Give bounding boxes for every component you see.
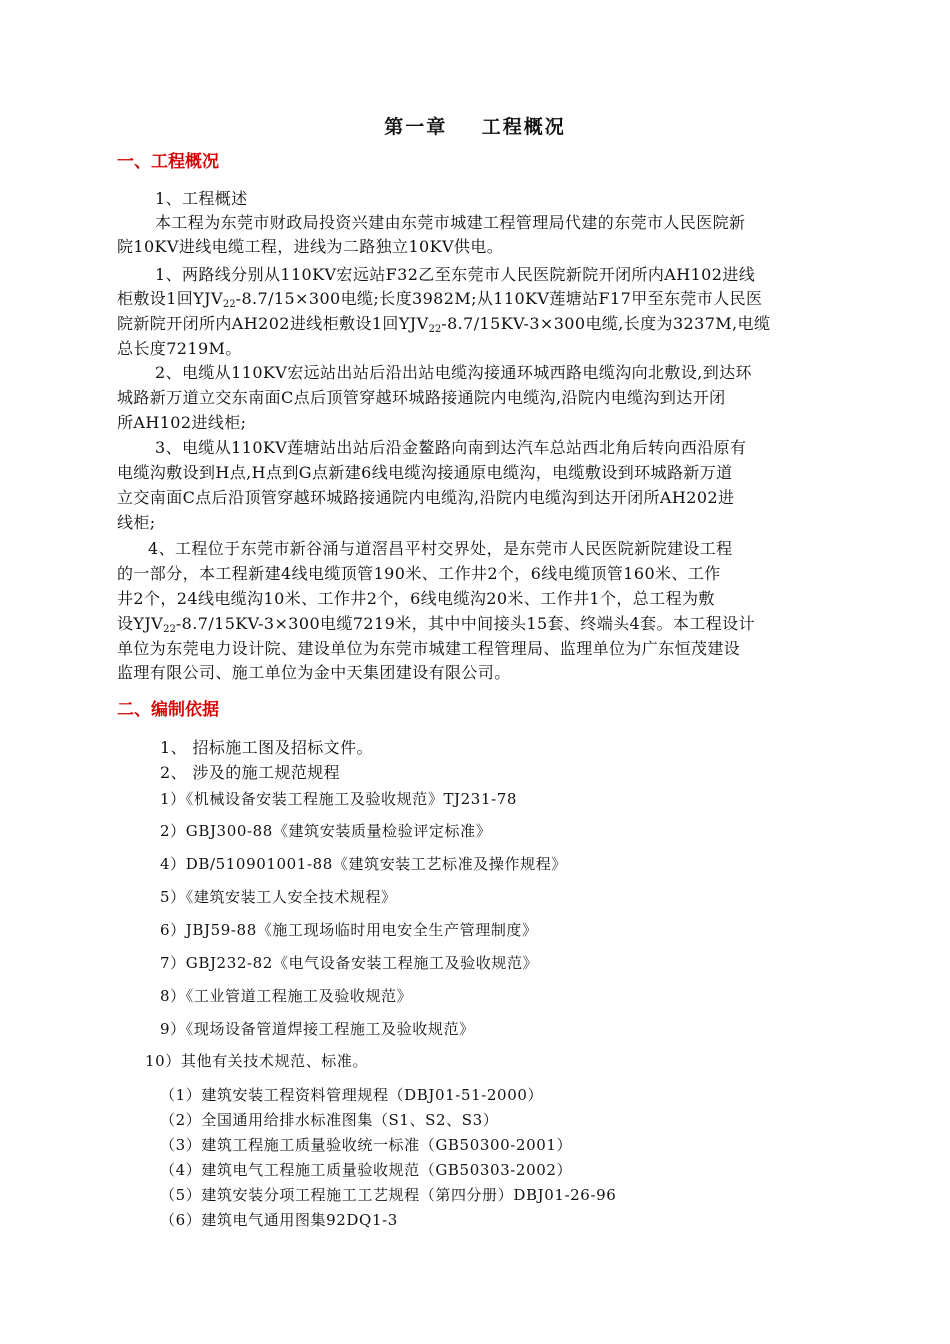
ref-9: 9）《现场设备管道焊接工程施工及验收规范》 [160, 1020, 475, 1038]
sub-ref-4: （4）建筑电气工程施工质量验收规范（GB50303-2002） [160, 1161, 573, 1179]
p2-line-1: 2、电缆从110KV宏远站出站后沿出站电缆沟接通环城西路电缆沟向北敷设,到达环 [155, 363, 752, 382]
chapter-title: 第一章 工程概况 [384, 116, 566, 138]
basis-item-1: 1、 招标施工图及招标文件。 [160, 738, 373, 757]
sub-ref-1: （1）建筑安装工程资料管理规程（DBJ01-51-2000） [160, 1086, 544, 1104]
p3-line-3: 立交南面C点后沿顶管穿越环城路接通院内电缆沟,沿院内电缆沟到达开闭所AH202进 [117, 488, 735, 507]
section-heading-basis: 二、编制依据 [117, 700, 219, 720]
p4-line-2: 的一部分，本工程新建4线电缆顶管190米、工作井2个，6线电缆顶管160米、工作 [117, 564, 721, 583]
ref-6: 6）JBJ59-88《施工现场临时用电安全生产管理制度》 [160, 921, 538, 939]
ref-7: 7）GBJ232-82《电气设备安装工程施工及验收规范》 [160, 954, 539, 972]
ref-5: 5）《建筑安装工人安全技术规程》 [160, 888, 397, 906]
section-heading-overview: 一、工程概况 [117, 152, 219, 172]
p4-line-4: 设$YJV_{22}-8.7/15KV-3\times 300$电缆7219米，其中中间接头15套、终端头4套。本工程设计 [117, 614, 755, 635]
p3-line-4: 线柜; [117, 513, 156, 532]
p4-line-1: 4、工程位于东莞市新谷涌与道滘昌平村交界处，是东莞市人民医院新院建设工程 [148, 539, 733, 558]
ref-8: 8）《工业管道工程施工及验收规范》 [160, 987, 413, 1005]
p1-line-3: 院新院开闭所内AH202进线柜敷设1回$YJV_{22}-8.7/15KV-3\times 300$电缆,长度为3237M,电缆 [117, 314, 771, 335]
p2-line-3: 所AH102进线柜; [117, 413, 247, 432]
p4-line-5: 单位为东莞电力设计院、建设单位为东莞市城建工程管理局、监理单位为广东恒茂建设 [117, 639, 741, 658]
p3-line-2: 电缆沟敷设到H点,H点到G点新建6线电缆沟接通原电缆沟，电缆敷设到环城路新万道 [117, 463, 733, 482]
sub-ref-2: （2）全国通用给排水标准图集（S1、S2、S3） [160, 1111, 499, 1129]
sub-ref-3: （3）建筑工程施工质量验收统一标准（GB50300-2001） [160, 1136, 573, 1154]
sub-ref-6: （6）建筑电气通用图集92DQ1-3 [160, 1211, 398, 1229]
p1-line-4: 总长度7219M。 [117, 339, 242, 358]
sub-ref-5: （5）建筑安装分项工程施工工艺规程（第四分册）DBJ01-26-96 [160, 1186, 617, 1204]
p4-line-3: 井2个，24线电缆沟10米、工作井2个，6线电缆沟20米、工作井1个，总工程为敷 [117, 589, 715, 608]
item-title: 1、工程概述 [155, 189, 248, 208]
p4-line-6: 监理有限公司、施工单位为金中天集团建设有限公司。 [117, 663, 511, 682]
ref-1: 1）《机械设备安装工程施工及验收规范》TJ231-78 [160, 790, 518, 808]
p3-line-1: 3、电缆从110KV莲塘站出站后沿金鳌路向南到达汽车总站西北角后转向西沿原有 [155, 438, 747, 457]
p2-line-2: 城路新万道立交东南面C点后顶管穿越环城路接通院内电缆沟,沿院内电缆沟到达开闭 [117, 388, 726, 407]
ref-10: 10）其他有关技术规范、标准。 [145, 1052, 369, 1070]
p1-line-2: 柜敷设1回$YJV_{22}-8.7/15\times 300$电缆;长度3982M;从110KV莲塘站F17甲至东莞市人民医 [117, 289, 763, 310]
p1-line-1: 1、两路线分别从110KV宏远站F32乙至东莞市人民医院新院开闭所内AH102进线 [155, 265, 756, 284]
intro-line-1: 本工程为东莞市财政局投资兴建由东莞市城建工程管理局代建的东莞市人民医院新 [155, 213, 746, 232]
ref-4: 4）DB/510901001-88《建筑安装工艺标准及操作规程》 [160, 855, 567, 873]
ref-2: 2）GBJ300-88《建筑安装质量检验评定标准》 [160, 822, 492, 840]
basis-item-2: 2、 涉及的施工规范规程 [160, 763, 341, 782]
intro-line-2: 院10KV进线电缆工程，进线为二路独立10KV供电。 [117, 237, 504, 256]
